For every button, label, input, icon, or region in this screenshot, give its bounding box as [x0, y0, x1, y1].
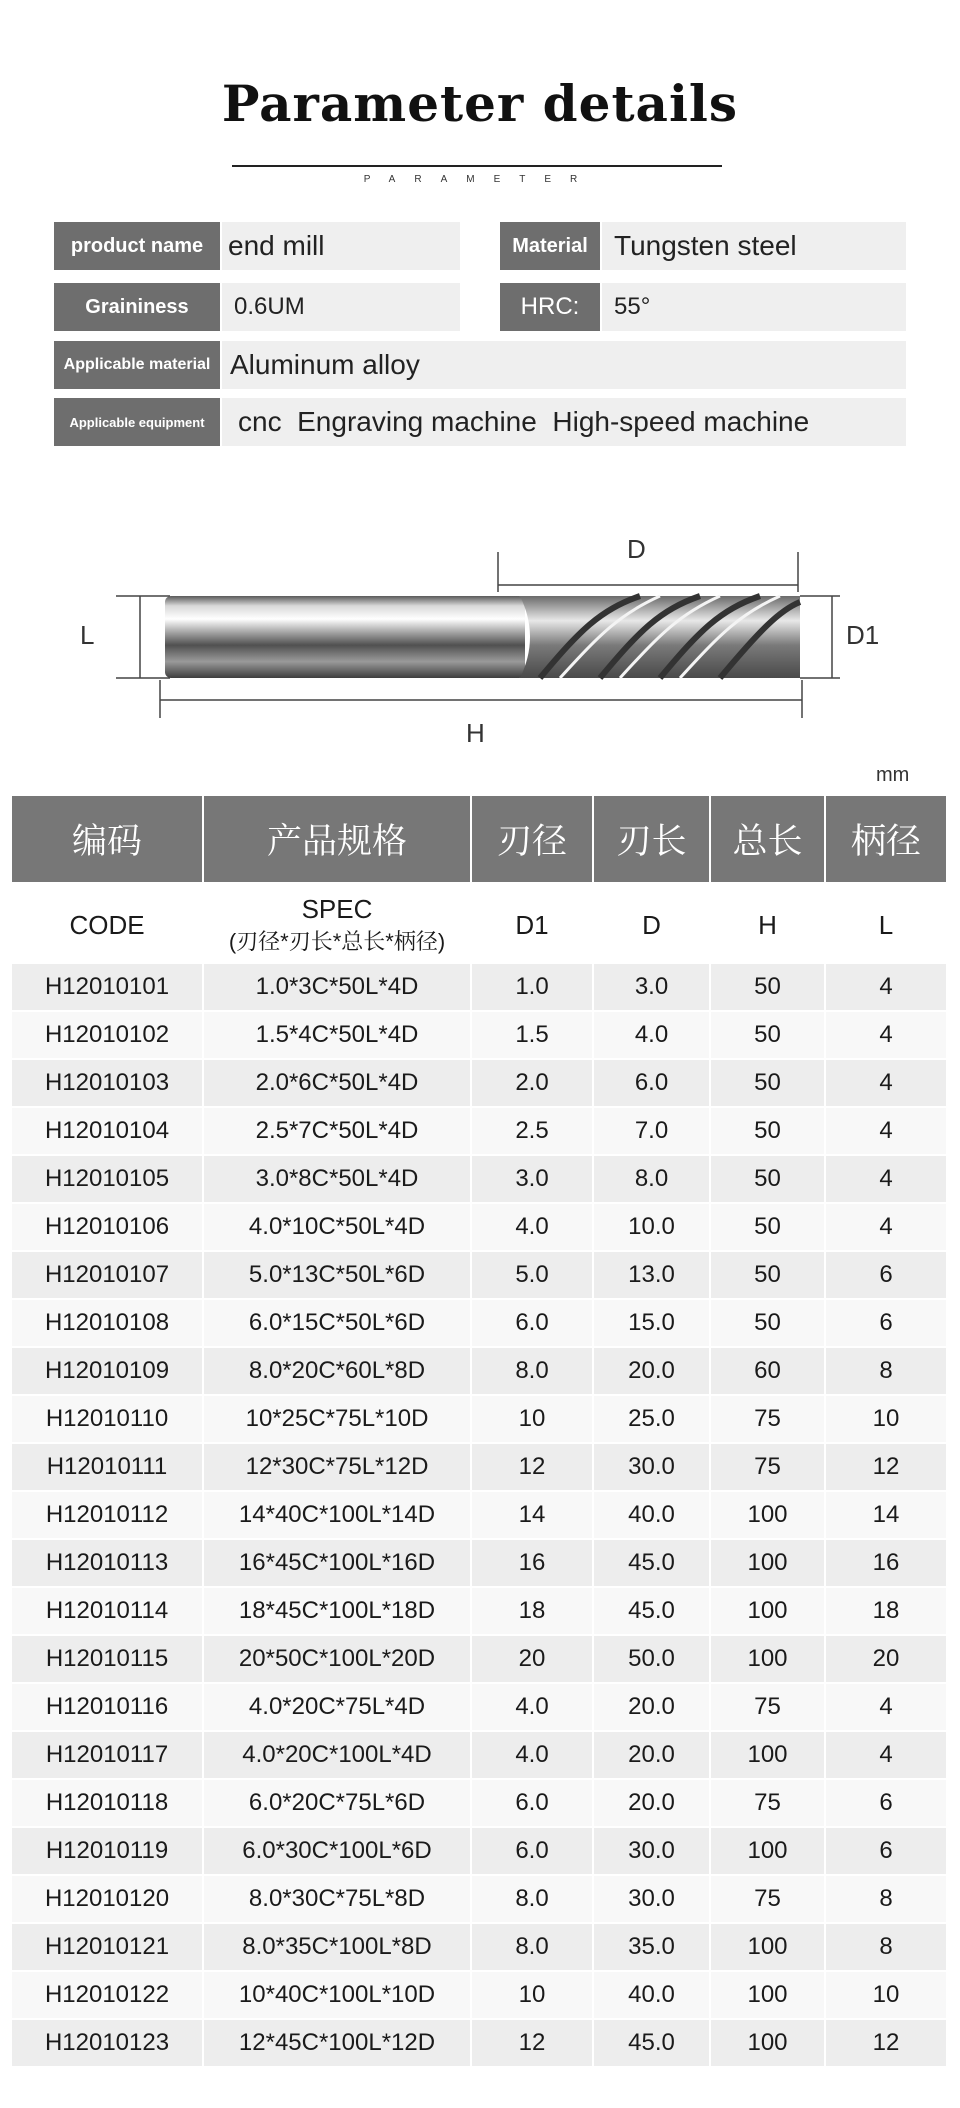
table-header-row — [12, 796, 946, 888]
table-subheader-row — [12, 888, 946, 964]
title-divider — [232, 165, 722, 167]
param-applicable-equipment — [54, 398, 906, 446]
cell-d: 30.0 — [594, 1444, 709, 1492]
cell-d1: 6.0 — [472, 1300, 592, 1348]
cell-spec: 10*25C*75L*10D — [204, 1396, 470, 1444]
cell-spec: 16*45C*100L*16D — [204, 1540, 470, 1588]
cell-code: H12010107 — [12, 1252, 202, 1300]
cell-l: 8 — [826, 1348, 946, 1396]
cell-l: 6 — [826, 1780, 946, 1828]
subheader-h: H — [711, 888, 824, 964]
spec-table — [10, 796, 948, 2068]
cell-h: 50 — [711, 1300, 824, 1348]
cell-code: H12010120 — [12, 1876, 202, 1924]
unit-label: mm — [876, 764, 910, 786]
dimension-label-h: H — [466, 718, 485, 748]
cell-spec: 5.0*13C*50L*6D — [204, 1252, 470, 1300]
cell-d1: 16 — [472, 1540, 592, 1588]
cell-d: 30.0 — [594, 1876, 709, 1924]
column-header-shank-diameter: 柄径 — [826, 796, 946, 888]
cell-spec: 8.0*20C*60L*8D — [204, 1348, 470, 1396]
cell-d: 15.0 — [594, 1300, 709, 1348]
cell-h: 100 — [711, 1492, 824, 1540]
cell-code: H12010106 — [12, 1204, 202, 1252]
param-label: Applicable equipment — [54, 398, 220, 446]
cell-spec: 18*45C*100L*18D — [204, 1588, 470, 1636]
param-label: Applicable material — [54, 341, 220, 389]
table-row — [12, 1684, 946, 1732]
cell-d1: 2.0 — [472, 1060, 592, 1108]
param-label: Graininess — [54, 283, 220, 331]
cell-spec: 12*45C*100L*12D — [204, 2020, 470, 2068]
cell-h: 50 — [711, 1108, 824, 1156]
cell-d1: 3.0 — [472, 1156, 592, 1204]
cell-code: H12010122 — [12, 1972, 202, 2020]
cell-d1: 4.0 — [472, 1732, 592, 1780]
cell-spec: 6.0*30C*100L*6D — [204, 1828, 470, 1876]
cell-code: H12010109 — [12, 1348, 202, 1396]
cell-d1: 5.0 — [472, 1252, 592, 1300]
cell-code: H12010108 — [12, 1300, 202, 1348]
subheader-code: CODE — [12, 888, 202, 964]
cell-code: H12010117 — [12, 1732, 202, 1780]
cell-d: 35.0 — [594, 1924, 709, 1972]
cell-d: 40.0 — [594, 1972, 709, 2020]
cell-code: H12010102 — [12, 1012, 202, 1060]
param-graininess — [54, 283, 460, 331]
table-row — [12, 1732, 946, 1780]
cell-d: 10.0 — [594, 1204, 709, 1252]
cell-l: 18 — [826, 1588, 946, 1636]
table-row — [12, 1828, 946, 1876]
table-row — [12, 1492, 946, 1540]
column-header-code: 编码 — [12, 796, 202, 888]
cell-l: 4 — [826, 1108, 946, 1156]
subheader-spec — [204, 888, 470, 964]
cell-l: 10 — [826, 1972, 946, 2020]
cell-d: 20.0 — [594, 1732, 709, 1780]
cell-code: H12010112 — [12, 1492, 202, 1540]
cell-d1: 1.5 — [472, 1012, 592, 1060]
cell-d: 6.0 — [594, 1060, 709, 1108]
cell-code: H12010116 — [12, 1684, 202, 1732]
cell-spec: 2.0*6C*50L*4D — [204, 1060, 470, 1108]
cell-l: 4 — [826, 1204, 946, 1252]
table-row — [12, 1156, 946, 1204]
cell-code: H12010104 — [12, 1108, 202, 1156]
cell-code: H12010103 — [12, 1060, 202, 1108]
cell-h: 100 — [711, 1924, 824, 1972]
param-product-name — [54, 222, 460, 270]
cell-d1: 10 — [472, 1396, 592, 1444]
cell-spec: 1.5*4C*50L*4D — [204, 1012, 470, 1060]
cell-d1: 20 — [472, 1636, 592, 1684]
cell-code: H12010113 — [12, 1540, 202, 1588]
cell-l: 4 — [826, 1684, 946, 1732]
table-row — [12, 1780, 946, 1828]
param-hrc — [500, 283, 906, 331]
cell-d1: 12 — [472, 1444, 592, 1492]
cell-spec: 6.0*15C*50L*6D — [204, 1300, 470, 1348]
table-row — [12, 1972, 946, 2020]
cell-d1: 8.0 — [472, 1924, 592, 1972]
cell-d1: 8.0 — [472, 1348, 592, 1396]
table-row — [12, 1012, 946, 1060]
param-value: Aluminum alloy — [222, 341, 906, 389]
table-row — [12, 1588, 946, 1636]
param-label: HRC: — [500, 283, 600, 331]
cell-spec: 3.0*8C*50L*4D — [204, 1156, 470, 1204]
table-row — [12, 1204, 946, 1252]
cell-d: 20.0 — [594, 1348, 709, 1396]
cell-code: H12010118 — [12, 1780, 202, 1828]
column-header-blade-diameter: 刃径 — [472, 796, 592, 888]
param-value: cnc Engraving machine High-speed machine — [222, 398, 906, 446]
cell-l: 16 — [826, 1540, 946, 1588]
cell-d: 20.0 — [594, 1684, 709, 1732]
cell-l: 6 — [826, 1828, 946, 1876]
cell-d: 4.0 — [594, 1012, 709, 1060]
cell-spec: 14*40C*100L*14D — [204, 1492, 470, 1540]
cell-d1: 6.0 — [472, 1780, 592, 1828]
cell-h: 75 — [711, 1396, 824, 1444]
cell-d: 25.0 — [594, 1396, 709, 1444]
table-row — [12, 964, 946, 1012]
cell-d: 50.0 — [594, 1636, 709, 1684]
cell-h: 60 — [711, 1348, 824, 1396]
cell-spec: 8.0*30C*75L*8D — [204, 1876, 470, 1924]
cell-l: 14 — [826, 1492, 946, 1540]
cell-spec: 12*30C*75L*12D — [204, 1444, 470, 1492]
cell-l: 4 — [826, 1156, 946, 1204]
cell-d1: 4.0 — [472, 1684, 592, 1732]
cell-d: 20.0 — [594, 1780, 709, 1828]
table-row — [12, 1396, 946, 1444]
page-title: Parameter details — [221, 74, 739, 133]
param-value: 0.6UM — [222, 283, 460, 331]
table-row — [12, 1540, 946, 1588]
cell-h: 50 — [711, 964, 824, 1012]
cell-d1: 10 — [472, 1972, 592, 2020]
column-header-total-length: 总长 — [711, 796, 824, 888]
subheader-d: D — [594, 888, 709, 964]
cell-d: 3.0 — [594, 964, 709, 1012]
dimension-label-d1: D1 — [846, 620, 880, 650]
subheader-spec-note: (刃径*刃长*总长*柄径) — [228, 929, 446, 954]
cell-d1: 6.0 — [472, 1828, 592, 1876]
cell-h: 100 — [711, 1540, 824, 1588]
cell-d1: 8.0 — [472, 1876, 592, 1924]
cell-l: 20 — [826, 1636, 946, 1684]
dimension-label-d: D — [627, 534, 646, 564]
cell-d: 45.0 — [594, 2020, 709, 2068]
cell-l: 8 — [826, 1876, 946, 1924]
cell-code: H12010105 — [12, 1156, 202, 1204]
cell-l: 12 — [826, 2020, 946, 2068]
cell-d1: 14 — [472, 1492, 592, 1540]
dimension-label-l: L — [80, 620, 95, 650]
cell-spec: 4.0*20C*100L*4D — [204, 1732, 470, 1780]
cell-code: H12010115 — [12, 1636, 202, 1684]
cell-d1: 12 — [472, 2020, 592, 2068]
cell-d: 45.0 — [594, 1540, 709, 1588]
table-row — [12, 1300, 946, 1348]
cell-code: H12010121 — [12, 1924, 202, 1972]
cell-h: 100 — [711, 1732, 824, 1780]
cell-l: 4 — [826, 1012, 946, 1060]
subheader-spec-label: SPEC — [301, 894, 373, 924]
page-subtitle: PARAMETER — [363, 174, 597, 185]
table-row — [12, 2020, 946, 2068]
cell-h: 100 — [711, 1588, 824, 1636]
cell-d: 13.0 — [594, 1252, 709, 1300]
cell-code: H12010123 — [12, 2020, 202, 2068]
table-row — [12, 1924, 946, 1972]
param-label: Material — [500, 222, 600, 270]
table-row — [12, 1348, 946, 1396]
cell-code: H12010119 — [12, 1828, 202, 1876]
end-mill-diagram — [0, 530, 960, 760]
cell-d1: 1.0 — [472, 964, 592, 1012]
cell-h: 50 — [711, 1156, 824, 1204]
cell-code: H12010114 — [12, 1588, 202, 1636]
subheader-d1: D1 — [472, 888, 592, 964]
param-value: Tungsten steel — [602, 222, 906, 270]
cell-spec: 8.0*35C*100L*8D — [204, 1924, 470, 1972]
cell-h: 100 — [711, 2020, 824, 2068]
column-header-spec: 产品规格 — [204, 796, 470, 888]
table-row — [12, 1636, 946, 1684]
column-header-blade-length: 刃长 — [594, 796, 709, 888]
cell-code: H12010110 — [12, 1396, 202, 1444]
cell-spec: 4.0*20C*75L*4D — [204, 1684, 470, 1732]
cell-d: 8.0 — [594, 1156, 709, 1204]
cell-code: H12010101 — [12, 964, 202, 1012]
cell-l: 6 — [826, 1252, 946, 1300]
cell-d: 30.0 — [594, 1828, 709, 1876]
cell-h: 100 — [711, 1636, 824, 1684]
table-row — [12, 1444, 946, 1492]
cell-spec: 1.0*3C*50L*4D — [204, 964, 470, 1012]
cell-spec: 10*40C*100L*10D — [204, 1972, 470, 2020]
cell-d: 45.0 — [594, 1588, 709, 1636]
table-row — [12, 1060, 946, 1108]
cell-l: 6 — [826, 1300, 946, 1348]
cell-spec: 2.5*7C*50L*4D — [204, 1108, 470, 1156]
cell-code: H12010111 — [12, 1444, 202, 1492]
cell-h: 100 — [711, 1828, 824, 1876]
cell-l: 4 — [826, 1732, 946, 1780]
cell-d1: 18 — [472, 1588, 592, 1636]
cell-h: 75 — [711, 1876, 824, 1924]
cell-l: 8 — [826, 1924, 946, 1972]
cell-h: 50 — [711, 1012, 824, 1060]
cell-d1: 2.5 — [472, 1108, 592, 1156]
cell-h: 75 — [711, 1684, 824, 1732]
cell-h: 75 — [711, 1780, 824, 1828]
cell-d1: 4.0 — [472, 1204, 592, 1252]
cell-spec: 20*50C*100L*20D — [204, 1636, 470, 1684]
cell-h: 50 — [711, 1252, 824, 1300]
table-row — [12, 1108, 946, 1156]
cell-spec: 6.0*20C*75L*6D — [204, 1780, 470, 1828]
cell-spec: 4.0*10C*50L*4D — [204, 1204, 470, 1252]
param-applicable-material — [54, 341, 906, 389]
param-value: 55° — [602, 283, 906, 331]
cell-h: 100 — [711, 1972, 824, 2020]
cell-d: 7.0 — [594, 1108, 709, 1156]
param-value: end mill — [222, 222, 460, 270]
table-row — [12, 1876, 946, 1924]
cell-h: 50 — [711, 1204, 824, 1252]
cell-d: 40.0 — [594, 1492, 709, 1540]
cell-h: 75 — [711, 1444, 824, 1492]
cell-l: 12 — [826, 1444, 946, 1492]
subheader-l: L — [826, 888, 946, 964]
table-row — [12, 1252, 946, 1300]
cell-l: 4 — [826, 1060, 946, 1108]
cell-l: 10 — [826, 1396, 946, 1444]
cell-l: 4 — [826, 964, 946, 1012]
param-label: product name — [54, 222, 220, 270]
param-material — [500, 222, 906, 270]
cell-h: 50 — [711, 1060, 824, 1108]
